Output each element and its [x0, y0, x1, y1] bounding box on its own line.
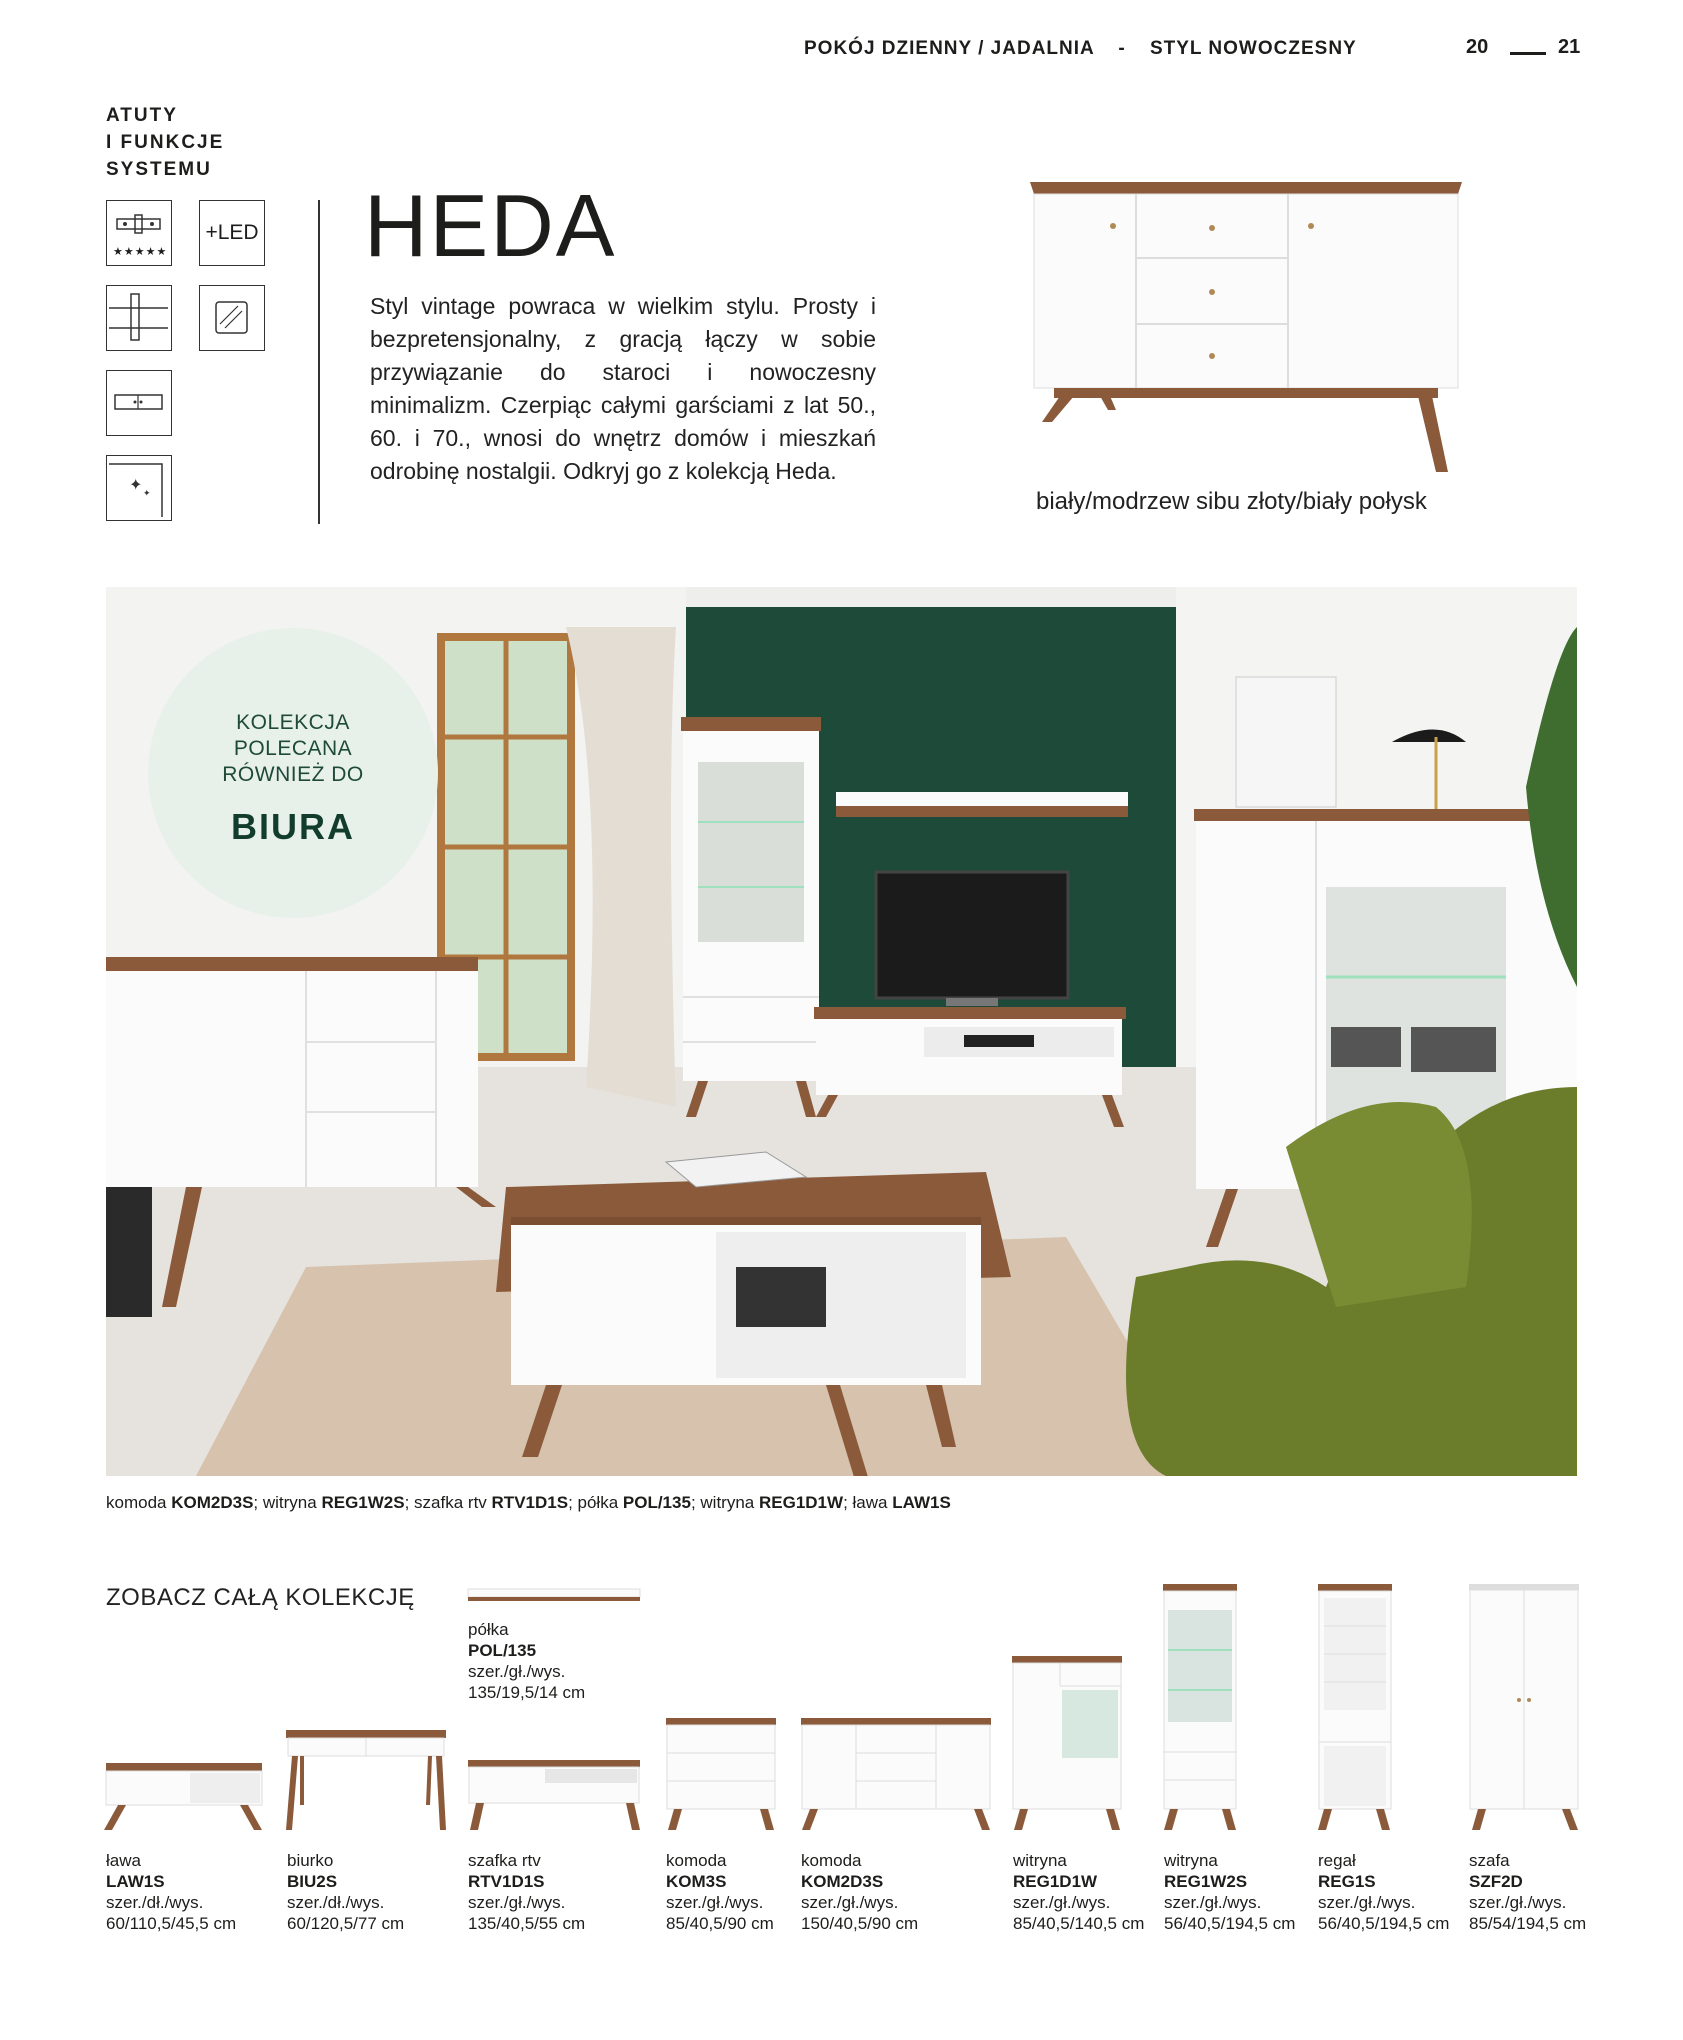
- product-image-biu2s: [286, 1730, 446, 1830]
- see-all-collection: ZOBACZ CAŁĄ KOLEKCJĘ: [106, 1584, 415, 1611]
- product-type: regał: [1318, 1851, 1356, 1870]
- credit-code: KOM2D3S: [171, 1493, 254, 1512]
- product-label-law1s: [106, 1850, 236, 1934]
- page-number-left: 20: [1466, 36, 1489, 58]
- credit-type: witryna: [262, 1493, 317, 1512]
- product-dims-label: szer./dł./wys.: [106, 1893, 204, 1912]
- credit-code: POL/135: [622, 1493, 691, 1512]
- product-dims-label: szer./gł./wys.: [468, 1662, 566, 1681]
- svg-text:✦: ✦: [143, 489, 151, 499]
- product-type: komoda: [666, 1851, 727, 1870]
- product-type: półka: [468, 1620, 509, 1639]
- product-type: ława: [106, 1851, 141, 1870]
- product-label-szf2d: [1469, 1850, 1586, 1934]
- product-dims: 135/40,5/55 cm: [468, 1914, 586, 1933]
- product-type: witryna: [1013, 1851, 1067, 1870]
- credit-type: półka: [577, 1493, 619, 1512]
- badge-line: KOLEKCJA: [236, 711, 350, 734]
- page-number-right: 21: [1558, 36, 1581, 58]
- collection-description: Styl vintage powraca w wielkim stylu. Prosty i bezpretensjonalny, z gracją łączy w sobie przywiązanie do staroci i nowoczesny minimalizm. Czerpiąc całymi garściami z lat 50., 60. i 70., wnosi do wnętrz domów i mieszkań odrobinę nostalgii. Odkryj go z kolekcją Heda.: [370, 293, 876, 484]
- header-separator: -: [1118, 38, 1126, 59]
- product-dims-label: szer./dł./wys.: [287, 1893, 385, 1912]
- credit-code: REG1W2S: [321, 1493, 405, 1512]
- product-label-rtv1d1s: [468, 1850, 585, 1934]
- product-dims: 60/120,5/77 cm: [287, 1914, 405, 1933]
- style-name: STYL NOWOCZESNY: [1149, 38, 1357, 59]
- product-code: SZF2D: [1469, 1872, 1523, 1891]
- product-image-kom2d3s: [801, 1718, 991, 1830]
- photo-credits: komoda KOM2D3S; witryna REG1W2S; szafka rtv RTV1D1S; półka POL/135; witryna REG1D1W; ława LAW1S: [106, 1493, 951, 1512]
- badge-big-text: BIURA: [231, 806, 355, 847]
- product-type: biurko: [287, 1851, 334, 1870]
- features-heading-line: ATUTY: [106, 105, 178, 126]
- product-image-reg1w2s: [1163, 1584, 1237, 1830]
- product-code: REG1D1W: [1013, 1872, 1098, 1891]
- credit-code: REG1D1W: [758, 1493, 844, 1512]
- credit-code: LAW1S: [892, 1493, 951, 1512]
- product-image-rtv1d1s: [468, 1760, 640, 1830]
- product-image-pol135: [468, 1589, 640, 1601]
- product-dims: 150/40,5/90 cm: [801, 1914, 919, 1933]
- product-image-reg1d1w: [1012, 1656, 1122, 1830]
- product-type: witryna: [1164, 1851, 1218, 1870]
- product-dims: 85/40,5/90 cm: [666, 1914, 774, 1933]
- product-type: komoda: [801, 1851, 862, 1870]
- product-dims: 85/54/194,5 cm: [1469, 1914, 1587, 1933]
- product-code: KOM3S: [666, 1872, 727, 1891]
- product-type: szafka rtv: [468, 1851, 541, 1870]
- product-image-law1s: [104, 1763, 262, 1830]
- product-code: POL/135: [468, 1641, 537, 1660]
- product-label-biu2s: [287, 1850, 404, 1934]
- product-dims-label: szer./gł./wys.: [666, 1893, 764, 1912]
- badge-line: POLECANA: [233, 737, 353, 760]
- color-caption: biały/modrzew sibu złoty/biały połysk: [1036, 488, 1427, 515]
- svg-text:✦: ✦: [129, 475, 143, 494]
- product-code: KOM2D3S: [801, 1872, 884, 1891]
- rating-stars: ★★★★★: [113, 246, 168, 258]
- credit-type: ława: [852, 1493, 888, 1512]
- product-image-reg1s: [1318, 1584, 1392, 1830]
- product-label-reg1s: [1318, 1850, 1449, 1934]
- product-label-pol135: [468, 1619, 585, 1703]
- product-type: szafa: [1469, 1851, 1510, 1870]
- product-image-kom3s: [666, 1718, 776, 1830]
- credit-type: komoda: [106, 1493, 167, 1512]
- product-code: REG1W2S: [1164, 1872, 1248, 1891]
- product-dims-label: szer./gł./wys.: [468, 1893, 566, 1912]
- product-dims-label: szer./gł./wys.: [801, 1893, 899, 1912]
- product-dims-label: szer./gł./wys.: [1013, 1893, 1111, 1912]
- product-label-kom3s: [666, 1850, 774, 1934]
- product-dims-label: szer./gł./wys.: [1318, 1893, 1416, 1912]
- product-image-szf2d: [1469, 1584, 1579, 1830]
- credit-code: RTV1D1S: [491, 1493, 569, 1512]
- led-label: +LED: [205, 221, 259, 244]
- credit-type: szafka rtv: [414, 1493, 487, 1512]
- product-dims: 60/110,5/45,5 cm: [106, 1914, 237, 1933]
- product-code: BIU2S: [287, 1872, 338, 1891]
- product-label-kom2d3s: [801, 1850, 918, 1934]
- badge-line: RÓWNIEŻ DO: [222, 763, 364, 786]
- product-label-reg1w2s: [1164, 1850, 1295, 1934]
- product-code: REG1S: [1318, 1872, 1376, 1891]
- credit-type: witryna: [700, 1493, 755, 1512]
- product-dims: 56/40,5/194,5 cm: [1164, 1914, 1296, 1933]
- features-heading-line: SYSTEMU: [106, 159, 212, 180]
- collection-title: HEDA: [364, 176, 617, 275]
- product-dims: 85/40,5/140,5 cm: [1013, 1914, 1145, 1933]
- product-dims: 56/40,5/194,5 cm: [1318, 1914, 1450, 1933]
- section-name: POKÓJ DZIENNY / JADALNIA: [804, 38, 1095, 59]
- product-code: LAW1S: [106, 1872, 165, 1891]
- product-dims-label: szer./gł./wys.: [1164, 1893, 1262, 1912]
- product-dims-label: szer./gł./wys.: [1469, 1893, 1567, 1912]
- features-heading-line: I FUNKCJE: [106, 132, 225, 153]
- product-dims: 135/19,5/14 cm: [468, 1683, 586, 1702]
- product-code: RTV1D1S: [468, 1872, 545, 1891]
- product-label-reg1d1w: [1013, 1850, 1144, 1934]
